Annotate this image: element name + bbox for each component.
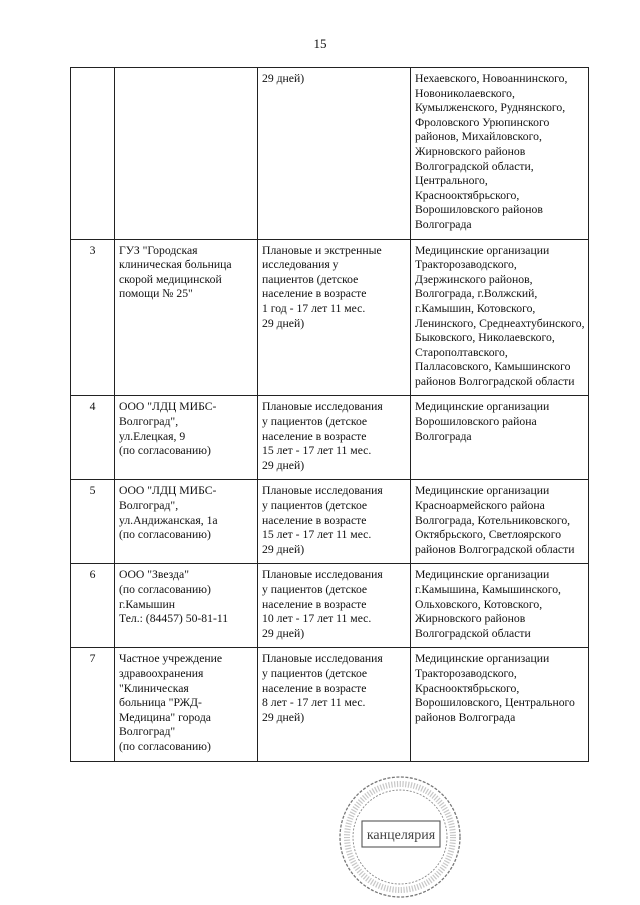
examination-type-cell — [258, 480, 411, 564]
served-areas-line: Краснооктябрьского, — [415, 681, 520, 695]
served-areas-line: Дзержинского районов, — [415, 272, 533, 286]
served-areas-cell — [411, 648, 589, 761]
organization-line: ул.Андижанская, 1а — [119, 513, 218, 527]
examination-type-line: 1 год - 17 лет 11 мес. — [262, 301, 366, 315]
served-areas-line: Волгограда — [415, 217, 472, 231]
examination-type-line: 15 лет - 17 лет 11 мес. — [262, 444, 372, 458]
table-row — [71, 564, 589, 648]
served-areas-line: Фроловского Урюпинского — [415, 115, 550, 129]
served-areas-line: Медицинские организации — [415, 400, 550, 414]
examination-type-line: население в возрасте — [262, 513, 367, 527]
examination-type-cell — [258, 396, 411, 480]
served-areas-line: Жирновского районов — [415, 612, 526, 626]
examination-type-line: Плановые исследования — [262, 400, 383, 414]
examination-type-line: 29 дней) — [262, 626, 305, 640]
organization-line: больница "РЖД- — [119, 696, 202, 710]
table-row — [71, 68, 589, 240]
organization-line: "Клиническая — [119, 681, 189, 695]
examination-type-cell — [258, 68, 411, 240]
organization-line: скорой медицинской — [119, 272, 222, 286]
served-areas-cell — [411, 564, 589, 648]
served-areas-line: Ворошиловского района — [415, 415, 537, 429]
served-areas-line: Кумылженского, Руднянского, — [415, 101, 566, 115]
examination-type-line: 10 лет - 17 лет 11 мес. — [262, 612, 372, 626]
table-row — [71, 648, 589, 761]
table-row — [71, 396, 589, 480]
row-number-cell — [71, 564, 115, 648]
row-number: 7 — [89, 652, 96, 666]
examination-type-cell — [258, 564, 411, 648]
row-number-cell — [71, 648, 115, 761]
stamp-label: канцелярия — [366, 828, 436, 843]
examination-type-line: население в возрасте — [262, 597, 367, 611]
organization-line: Волгоград" — [119, 725, 176, 739]
organization-cell — [115, 564, 258, 648]
served-areas-line: Медицинские организации — [415, 243, 550, 257]
served-areas-line: Волгограда, г.Волжский, — [415, 287, 538, 301]
examination-type-line: у пациентов (детское — [262, 415, 368, 429]
served-areas-line: Быковского, Николаевского, — [415, 331, 555, 345]
row-number: 3 — [89, 243, 96, 257]
facilities-table — [70, 67, 589, 762]
organization-line: ООО "ЛДЦ МИБС- — [119, 484, 217, 498]
organization-line: Медицина" города — [119, 710, 211, 724]
served-areas-line: районов Волгоградской области — [415, 374, 575, 388]
row-number-cell — [71, 396, 115, 480]
examination-type-line: исследования у — [262, 258, 339, 272]
served-areas-line: г.Камышин, Котовского, — [415, 301, 536, 315]
examination-type-cell — [258, 239, 411, 396]
served-areas-line: Медицинские организации — [415, 484, 550, 498]
organization-cell — [115, 396, 258, 480]
organization-line: ООО "ЛДЦ МИБС- — [119, 400, 217, 414]
examination-type-cell — [258, 648, 411, 761]
served-areas-line: Октябрьского, Светлоярского — [415, 528, 562, 542]
page-number: 15 — [313, 36, 327, 51]
examination-type-line: у пациентов (детское — [262, 583, 368, 596]
served-areas-line: Красноармейского района — [415, 499, 545, 513]
organization-line: ул.Елецкая, 9 — [119, 429, 186, 443]
examination-type-line: Плановые и экстренные — [262, 243, 382, 257]
served-areas-line: районов Волгоградской области — [415, 542, 575, 556]
organization-cell — [115, 68, 258, 240]
organization-line: Волгоград", — [119, 415, 179, 429]
examination-type-line: Плановые исследования — [262, 652, 383, 666]
served-areas-line: Жирновского районов — [415, 144, 526, 158]
organization-line: Волгоград", — [119, 499, 179, 513]
served-areas-line: Ольховского, Котовского, — [415, 597, 543, 611]
organization-cell — [115, 239, 258, 396]
organization-line: (по согласованию) — [119, 528, 211, 542]
row-number-cell — [71, 68, 115, 240]
organization-cell — [115, 648, 258, 761]
organization-line: здравоохранения — [119, 666, 204, 680]
served-areas-line: Волгограда — [415, 429, 472, 443]
examination-type-line: Плановые исследования — [262, 568, 383, 582]
examination-type-line: население в возрасте — [262, 287, 367, 301]
served-areas-line: Палласовского, Камышинского — [415, 360, 571, 374]
organization-line: Тел.: (84457) 50-81-11 — [119, 612, 229, 626]
served-areas-cell — [411, 480, 589, 564]
served-areas-line: Тракторозаводского, — [415, 666, 517, 680]
served-areas-line: Краснооктябрьского, — [415, 188, 520, 202]
examination-type-line: 29 дней) — [262, 316, 305, 330]
served-areas-line: Центрального, — [415, 174, 488, 188]
served-areas-cell — [411, 396, 589, 480]
examination-type-line: 29 дней) — [262, 458, 305, 472]
row-number-cell — [71, 239, 115, 396]
row-number-cell — [71, 480, 115, 564]
organization-line: помощи № 25" — [119, 287, 193, 301]
organization-line: г.Камышин — [119, 597, 175, 611]
examination-type-line: 29 дней) — [262, 72, 305, 85]
organization-line: (по согласованию) — [119, 583, 211, 596]
served-areas-line: Новониколаевского, — [415, 86, 515, 100]
examination-type-line: у пациентов (детское — [262, 666, 368, 680]
served-areas-line: г.Камышина, Камышинского, — [415, 583, 561, 596]
examination-type-line: население в возрасте — [262, 429, 367, 443]
organization-cell — [115, 480, 258, 564]
examination-type-line: 8 лет - 17 лет 11 мес. — [262, 696, 366, 710]
served-areas-line: Медицинские организации — [415, 652, 550, 666]
served-areas-line: Медицинские организации — [415, 568, 550, 582]
examination-type-line: 15 лет - 17 лет 11 мес. — [262, 528, 372, 542]
served-areas-line: Старополтавского, — [415, 345, 508, 359]
organization-line: ООО "Звезда" — [119, 568, 189, 582]
served-areas-line: Ворошиловского, Центрального — [415, 696, 575, 710]
examination-type-line: Плановые исследования — [262, 484, 383, 498]
served-areas-line: Волгоградской области, — [415, 159, 534, 173]
organization-line: (по согласованию) — [119, 444, 211, 458]
served-areas-line: районов Волгограда — [415, 710, 516, 724]
row-number: 5 — [89, 484, 96, 498]
organization-line: Частное учреждение — [119, 652, 223, 666]
organization-line: (по согласованию) — [119, 739, 211, 753]
table-row — [71, 480, 589, 564]
office-stamp — [335, 772, 465, 902]
table-row — [71, 239, 589, 396]
served-areas-cell — [411, 68, 589, 240]
served-areas-line: Волгограда, Котельниковского, — [415, 513, 571, 527]
served-areas-line: районов, Михайловского, — [415, 130, 542, 144]
examination-type-line: у пациентов (детское — [262, 499, 368, 513]
examination-type-line: 29 дней) — [262, 542, 305, 556]
row-number: 6 — [89, 568, 96, 582]
served-areas-line: Тракторозаводского, — [415, 258, 517, 272]
served-areas-line: Нехаевского, Новоаннинского, — [415, 72, 568, 85]
table-body — [71, 68, 589, 762]
examination-type-line: население в возрасте — [262, 681, 367, 695]
examination-type-line: 29 дней) — [262, 710, 305, 724]
served-areas-cell — [411, 239, 589, 396]
organization-line: ГУЗ "Городская — [119, 243, 198, 257]
served-areas-line: Волгоградской области — [415, 626, 531, 640]
served-areas-line: Ленинского, Среднеахтубинского, — [415, 316, 585, 330]
organization-line: клиническая больница — [119, 258, 232, 272]
row-number: 4 — [89, 400, 96, 414]
examination-type-line: пациентов (детское — [262, 272, 359, 286]
served-areas-line: Ворошиловского районов — [415, 203, 543, 217]
